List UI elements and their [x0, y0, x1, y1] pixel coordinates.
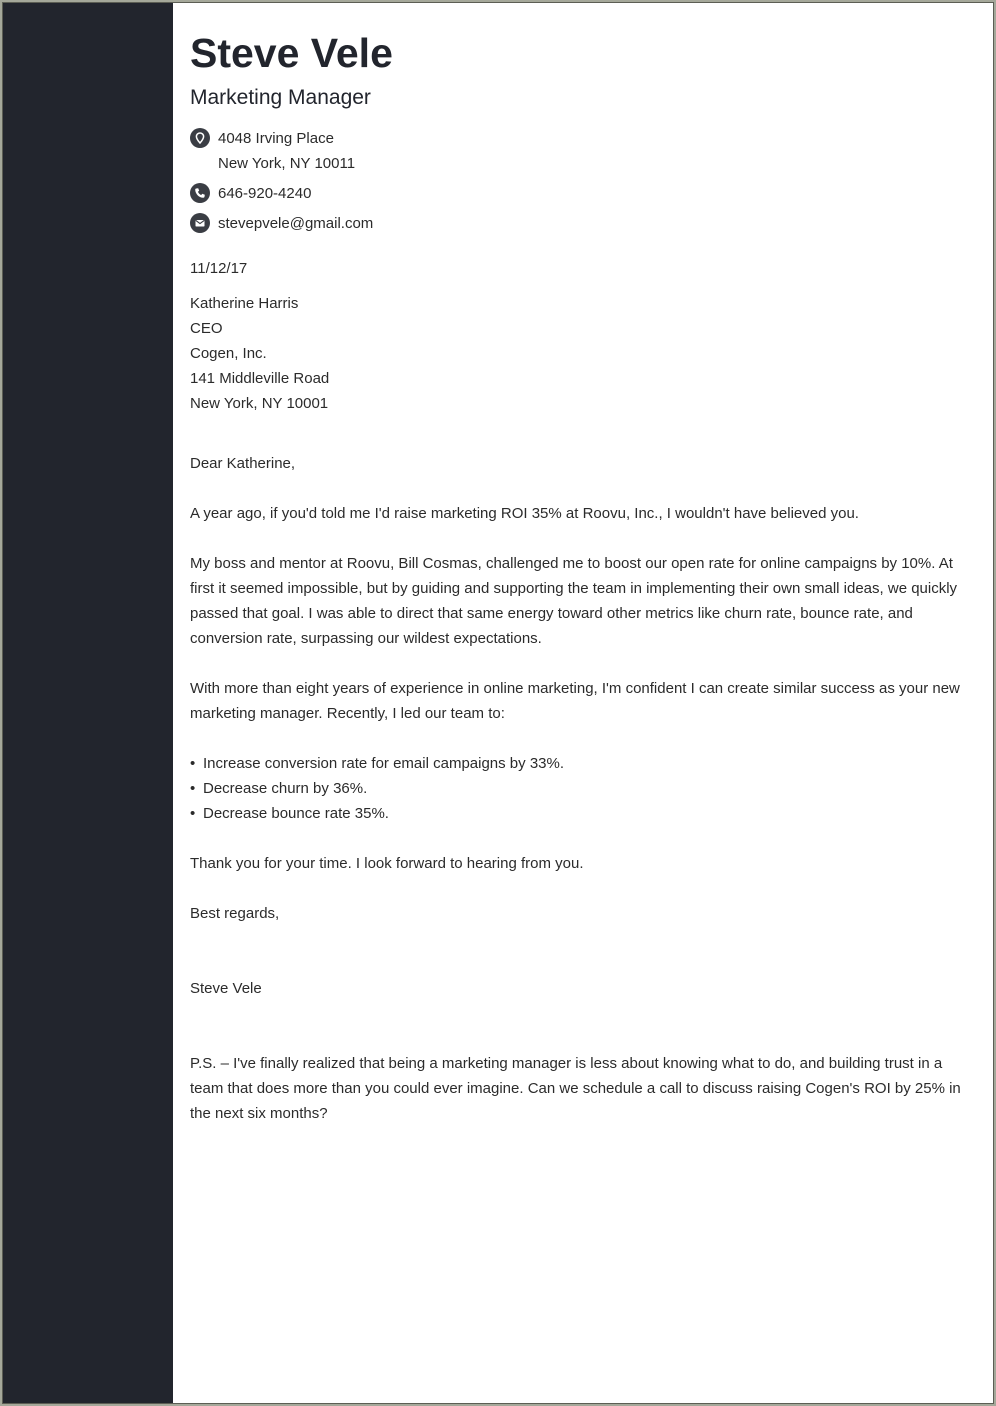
phone-icon [190, 183, 210, 203]
applicant-title: Marketing Manager [190, 86, 371, 109]
address-line-2: New York, NY 10011 [218, 155, 356, 172]
signoff: Best regards, [190, 905, 280, 922]
address-line-1: 4048 Irving Place [218, 130, 334, 147]
list-item: • Decrease bounce rate 35%. [190, 801, 970, 826]
salutation: Dear Katherine, [190, 455, 296, 472]
cover-letter [190, 28, 970, 1126]
contact-block [190, 126, 970, 236]
list-item: • Decrease churn by 36%. [190, 776, 970, 801]
recipient-street: 141 Middleville Road [190, 370, 330, 387]
location-pin-icon [190, 128, 210, 148]
letter-body [190, 451, 970, 1126]
experience-paragraph: With more than eight years of experience in online marketing, I'm confident I can create similar success as your new marketing manager. Recently, I led our team to: [190, 680, 960, 722]
postscript: P.S. – I've finally realized that being a marketing manager is less about knowing what to do, and building trust in a team that does more than you could ever imagine. Can we schedule a call to discuss raising Cogen's ROI by 25% in the next six months? [190, 1055, 961, 1122]
closing-paragraph: Thank you for your time. I look forward to hearing from you. [190, 855, 584, 872]
phone-number: 646-920-4240 [218, 185, 312, 202]
recipient-company: Cogen, Inc. [190, 345, 267, 362]
recipient-city: New York, NY 10001 [190, 395, 329, 412]
opening-paragraph: A year ago, if you'd told me I'd raise marketing ROI 35% at Roovu, Inc., I wouldn't have believed you. [190, 505, 859, 522]
contact-email [190, 211, 970, 236]
applicant-name: Steve Vele [190, 30, 393, 76]
address-lines [218, 126, 355, 176]
email-address: stevepvele@gmail.com [218, 215, 374, 232]
signature-name: Steve Vele [190, 980, 262, 997]
recipient-title: CEO [190, 320, 223, 337]
contact-address [190, 126, 970, 176]
letter-date: 11/12/17 [190, 260, 248, 277]
recipient-block [190, 291, 970, 416]
contact-phone [190, 181, 970, 206]
list-item: • Increase conversion rate for email campaigns by 33%. [190, 751, 970, 776]
achievements-list [190, 751, 970, 826]
recipient-name: Katherine Harris [190, 295, 299, 312]
story-paragraph: My boss and mentor at Roovu, Bill Cosmas, challenged me to boost our open rate for online campaigns by 10%. At first it seemed impossible, but by guiding and supporting the team in implementing their own small ideas, we quickly passed that goal. I was able to direct that same energy toward other metrics like churn rate, bounce rate, and conversion rate, surpassing our wildest expectations. [190, 555, 958, 647]
envelope-icon [190, 213, 210, 233]
sidebar-band [3, 3, 173, 1403]
